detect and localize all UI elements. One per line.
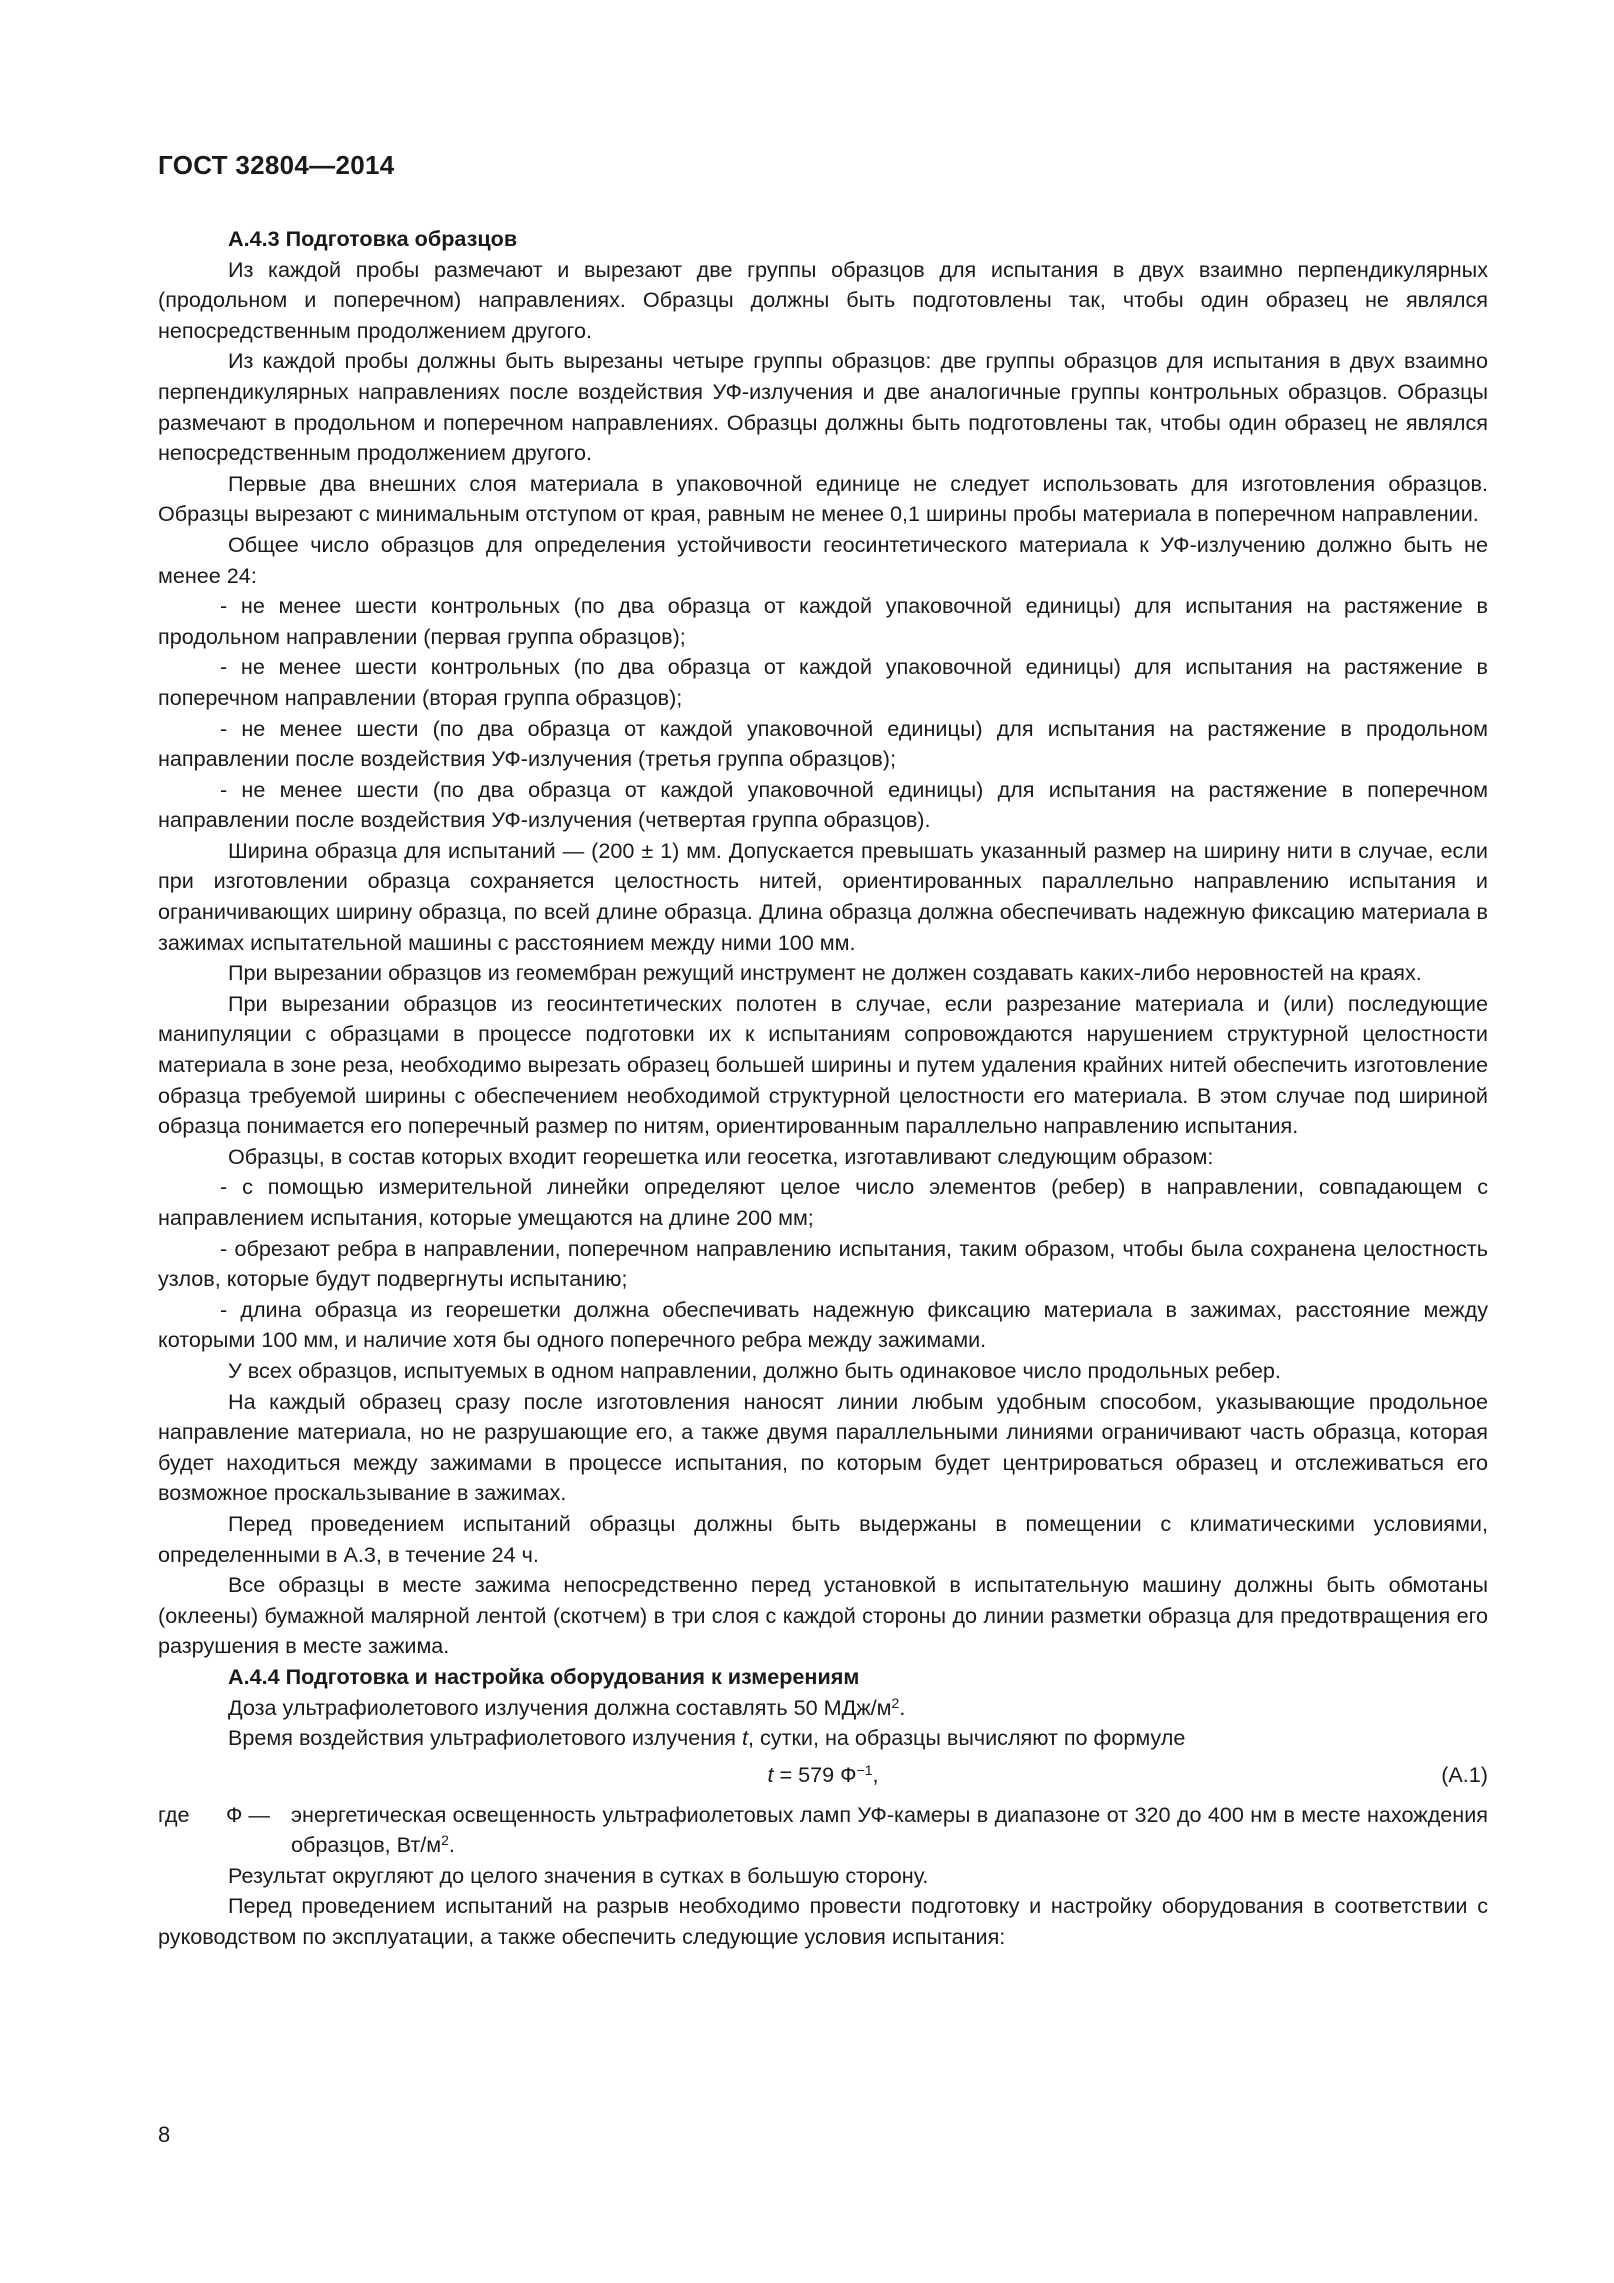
formula-body: = 579 Ф — [773, 1761, 857, 1787]
section-heading-a44: А.4.4 Подготовка и настройка оборудования к измерениям — [228, 1663, 860, 1689]
paragraph: Из каждой пробы должны быть вырезаны четыре группы образцов: две группы образцов для испытания в двух взаимно перпендикулярных направлениях после воздействия УФ-излучения и две аналогичные группы контрольных образцов. Образцы размечают в продольном и поперечном направлениях. Образцы должны быть подготовлены так, чтобы один образец не являлся непосредственным продолжением другого. — [158, 348, 1488, 466]
formula-variable: t — [767, 1761, 774, 1787]
list-item: - не менее шести (по два образца от каждой упаковочной единицы) для испытания на растяжение в продольном направлении после воздействия УФ-излучения (третья группа образцов); — [158, 715, 1488, 772]
paragraph-dose — [158, 1693, 1488, 1724]
paragraph: Первые два внешних слоя материала в упаковочной единице не следует использовать для изготовления образцов. Образцы вырезают с минимальным отступом от края, равным не менее 0,1 ширины пробы материала в поперечном направлении. — [158, 470, 1488, 527]
page-number: 8 — [158, 2122, 171, 2147]
dose-text: Доза ультрафиолетового излучения должна составлять 50 МДж/м — [228, 1694, 892, 1720]
list-item: - не менее шести (по два образца от каждой упаковочной единицы) для испытания на растяжение в поперечном направлении после воздействия УФ-излучения (четвертая группа образцов). — [158, 776, 1488, 833]
where-superscript: 2 — [441, 1832, 449, 1849]
paragraph: Перед проведением испытаний образцы должны быть выдержаны в помещении с климатическими условиями, определенными в А.3, в течение 24 ч. — [158, 1510, 1488, 1567]
time-text-post: , сутки, на образцы вычисляют по формуле — [747, 1725, 1186, 1751]
formula-expression — [767, 1762, 878, 1787]
where-definition — [291, 1800, 1488, 1861]
list-item: - с помощью измерительной линейки определяют целое число элементов (ребер) в направлении, совпадающем с направлением испытания, которые умещаются на длине 200 мм; — [158, 1174, 1488, 1230]
paragraph: Результат округляют до целого значения в сутках в большую сторону. — [228, 1862, 929, 1888]
where-end: . — [448, 1832, 455, 1858]
list-item: - не менее шести контрольных (по два образца от каждой упаковочной единицы) для испытания на растяжение в продольном направлении (первая группа образцов); — [158, 593, 1488, 649]
paragraph: Перед проведением испытаний на разрыв необходимо провести подготовку и настройку оборудования в соответствии с руководством по эксплуатации, а также обеспечить следующие условия испытания: — [158, 1893, 1488, 1950]
paragraph-time — [158, 1723, 1488, 1754]
paragraph: Из каждой пробы размечают и вырезают две группы образцов для испытания в двух взаимно перпендикулярных (продольном и поперечном) направлениях. Образцы должны быть подготовлены так, чтобы один образец не являлся непосредственным продолжением другого. — [158, 256, 1488, 343]
paragraph: Общее число образцов для определения устойчивости геосинтетического материала к УФ-излучению должно быть не менее 24: — [158, 531, 1488, 588]
paragraph: Ширина образца для испытаний — (200 ± 1) мм. Допускается превышать указанный размер на ширину нити в случае, если при изготовлении образца сохраняется целостность нитей, ориентированных параллельно направлению испытания и ограничивающих ширину образца, по всей длине образца. Длина образца должна обеспечивать надежную фиксацию материала в зажимах испытательной машины с расстоянием между ними 100 мм. — [158, 837, 1488, 955]
paragraph: У всех образцов, испытуемых в одном направлении, должно быть одинаковое число продольных ребер. — [228, 1357, 1281, 1383]
formula-legend — [158, 1800, 1488, 1861]
document-body — [158, 224, 1488, 1953]
where-symbol: Ф — — [226, 1801, 271, 1827]
time-text-pre: Время воздействия ультрафиолетового излучения — [228, 1725, 742, 1751]
time-variable: t — [741, 1725, 748, 1751]
formula-exponent: −1 — [856, 1761, 873, 1778]
paragraph: Все образцы в месте зажима непосредственно перед установкой в испытательную машину должны быть обмотаны (оклеены) бумажной малярной лентой (скотчем) в три слоя с каждой стороны до линии разметки образца для предотвращения его разрушения в месте зажима. — [158, 1572, 1488, 1659]
paragraph: Образцы, в состав которых входит георешетка или геосетка, изготавливают следующим образом: — [228, 1143, 1214, 1169]
list-item: - длина образца из георешетки должна обеспечивать надежную фиксацию материала в зажимах, расстояние между которыми 100 мм, и наличие хотя бы одного поперечного ребра между зажимами. — [158, 1296, 1488, 1353]
document-header: ГОСТ 32804—2014 — [158, 150, 395, 180]
paragraph: На каждый образец сразу после изготовления наносят линии любым удобным способом, указывающие продольное направление материала, но не разрушающие его, а также двумя параллельными линиями ограничивают часть образца, которая будет находиться между зажимами в процессе испытания, по которым будет центрироваться образец и отслеживаться его возможное проскальзывание в зажимах. — [158, 1388, 1488, 1506]
paragraph: При вырезании образцов из геосинтетических полотен в случае, если разрезание материала и (или) последующие манипуляции с образцами в процессе подготовки их к испытаниям сопровождаются нарушением структурной целостности материала в зоне реза, необходимо вырезать образец большей ширины и путем удаления крайних нитей обеспечить изготовление образца требуемой ширины с обеспечением необходимой структурной целостности его материала. В этом случае под шириной образца понимается его поперечный размер по нитям, ориентированным параллельно направлению испытания. — [158, 990, 1488, 1139]
where-label: где — [158, 1801, 190, 1827]
formula-number: (А.1) — [1441, 1761, 1488, 1787]
dose-superscript: 2 — [891, 1694, 900, 1711]
section-heading-a43: А.4.3 Подготовка образцов — [228, 226, 518, 251]
formula-a1 — [158, 1760, 1488, 1790]
list-item: - не менее шести контрольных (по два образца от каждой упаковочной единицы) для испытания на растяжение в поперечном направлении (вторая группа образцов); — [158, 654, 1488, 710]
dose-end: . — [899, 1694, 906, 1720]
where-definition-text: энергетическая освещенность ультрафиолетовых ламп УФ-камеры в диапазоне от 320 до 400 нм в месте нахождения образцов, Вт/м — [291, 1801, 1488, 1858]
formula-end: , — [872, 1761, 879, 1787]
list-item: - обрезают ребра в направлении, поперечном направлению испытания, таким образом, чтобы была сохранена целостность узлов, которые будут подвергнуты испытанию; — [158, 1235, 1488, 1292]
paragraph: При вырезании образцов из геомембран режущий инструмент не должен создавать каких-либо неровностей на краях. — [228, 960, 1422, 986]
